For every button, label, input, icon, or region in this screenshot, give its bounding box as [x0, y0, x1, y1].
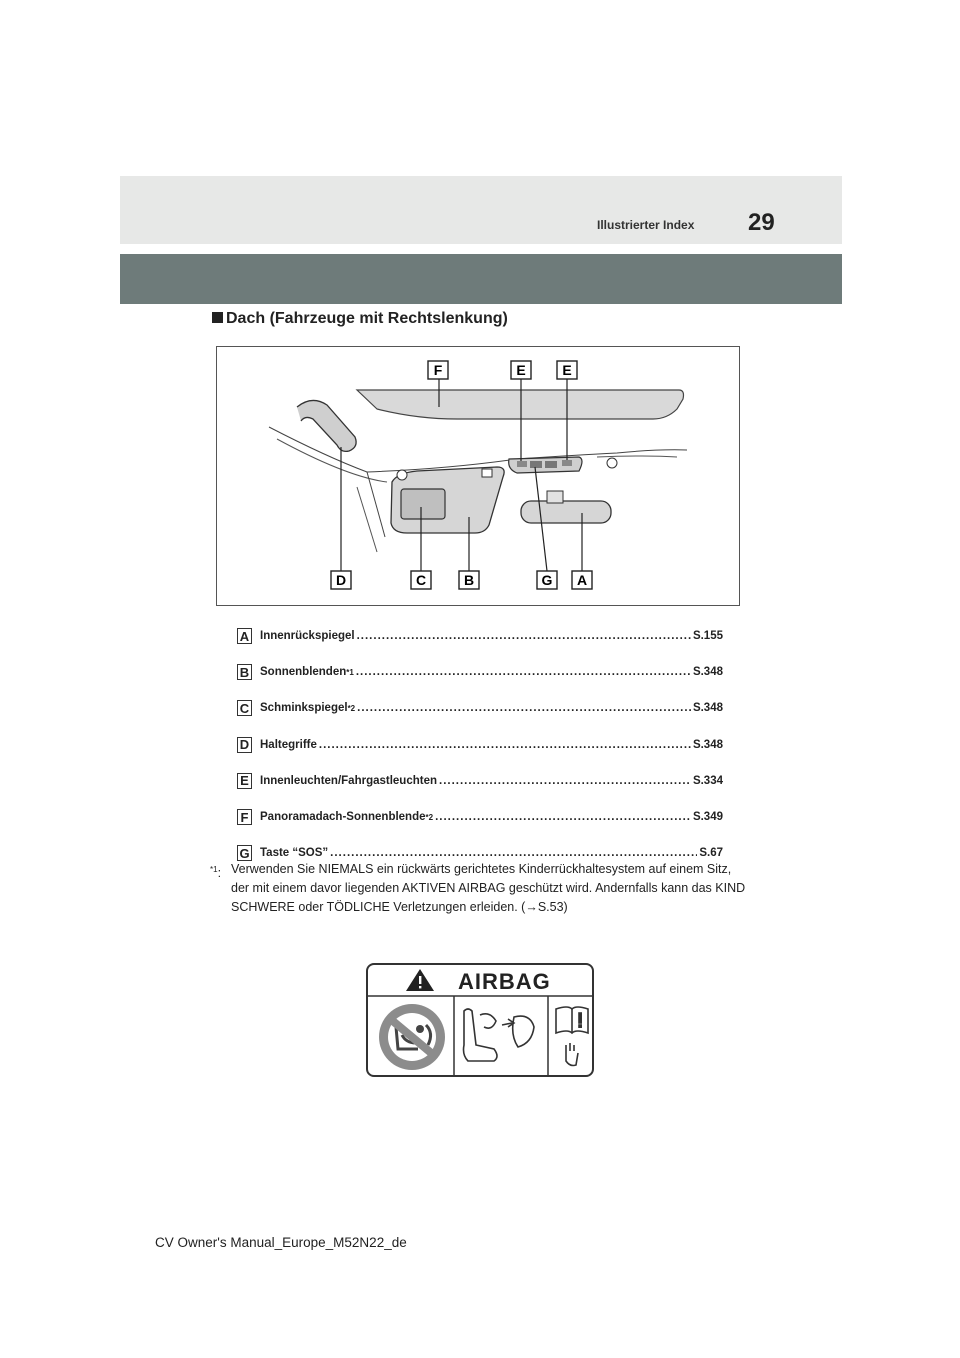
index-entry: [237, 799, 723, 835]
panorama-roof-shape: [357, 390, 684, 419]
dot-leader: [357, 630, 691, 642]
callout-letter: E: [562, 362, 572, 378]
entry-footnote-ref: *2: [347, 704, 356, 714]
header-bar: [120, 254, 842, 304]
airbag-warning-label: [366, 963, 594, 1077]
callout-A: [572, 571, 592, 589]
dot-leader: [435, 811, 691, 823]
callout-G: [537, 571, 557, 589]
entry-footnote-ref: *2: [425, 813, 434, 823]
index-entry: [237, 727, 723, 763]
index-entry: [237, 618, 723, 654]
callout-E: [511, 361, 531, 379]
callout-letter: A: [576, 572, 588, 588]
entry-line: [260, 630, 723, 642]
roof-illustration-svg: [217, 347, 741, 607]
callout-letter: D: [335, 572, 347, 588]
sos-button-shape: [530, 461, 542, 468]
dot-leader: [356, 666, 691, 678]
footnote-text: Verwenden Sie NIEMALS ein rückwärts gerichtetes Kinderrückhaltesystem auf einem Sitz, der mit einem davor liegenden AKTIVEN AIRBAG geschützt wird. Andernfalls kann das KIND SCHWERE oder TÖDLICHE Verletzungen erleiden. (→S.53): [231, 862, 746, 914]
visor-mount-shape: [482, 469, 492, 477]
square-bullet-icon: [212, 312, 223, 323]
entry-label: Innenleuchten/Fahrgastleuchten: [260, 774, 437, 787]
entry-page-ref[interactable]: S.349: [692, 811, 723, 824]
entry-page-ref[interactable]: S.348: [692, 738, 723, 751]
callout-letter: C: [415, 572, 427, 588]
callout-F: [428, 361, 448, 379]
callout-E: [557, 361, 577, 379]
section-title: Illustrierter Index: [597, 218, 695, 232]
rearview-mirror-shape: [521, 501, 611, 523]
entry-line: [260, 666, 723, 678]
console-button-shape: [545, 461, 557, 468]
visor-clip-shape: [397, 470, 407, 480]
owners-manual-icon: [556, 1007, 588, 1066]
entry-page-ref[interactable]: S.348: [692, 702, 723, 715]
entry-badge: B: [237, 664, 252, 680]
callout-letter: E: [516, 362, 526, 378]
vanity-mirror-shape: [401, 489, 445, 519]
entry-label: Schminkspiegel: [260, 702, 348, 715]
entry-line: [260, 847, 723, 859]
dot-leader: [357, 702, 691, 714]
entry-line: [260, 702, 723, 714]
dot-leader: [439, 775, 691, 787]
callout-letter: B: [463, 572, 475, 588]
entry-page-ref[interactable]: S.155: [692, 630, 723, 643]
grab-handle-shape: [297, 400, 356, 451]
entry-line: [260, 775, 723, 787]
section-heading-text: Dach (Fahrzeuge mit Rechtslenkung): [226, 310, 508, 327]
callout-B: [459, 571, 479, 589]
callout-D: [331, 571, 351, 589]
index-entry: [237, 654, 723, 690]
entry-badge: C: [237, 700, 252, 716]
entry-line: [260, 811, 723, 823]
section-heading: [212, 310, 508, 328]
entry-badge: D: [237, 737, 252, 753]
entry-page-ref[interactable]: S.67: [699, 847, 723, 860]
footer-doc-id: CV Owner's Manual_Europe_M52N22_de: [155, 1235, 407, 1250]
headliner-line: [597, 456, 677, 457]
entry-badge: F: [237, 809, 252, 825]
page-number: 29: [748, 209, 775, 236]
dot-leader: [330, 847, 697, 859]
header-band: [120, 176, 842, 244]
entry-page-ref[interactable]: S.348: [692, 666, 723, 679]
footnote-marker-text: *1: [210, 865, 218, 874]
callout-letter: G: [541, 572, 553, 588]
airbag-title: AIRBAG: [458, 969, 551, 994]
entry-page-ref[interactable]: S.334: [692, 774, 723, 787]
entry-line: [260, 739, 723, 751]
callout-letter: F: [433, 362, 443, 378]
callout-C: [411, 571, 431, 589]
entry-label: Panoramadach-Sonnenblende: [260, 811, 426, 824]
entry-badge: A: [237, 628, 252, 644]
entry-label: Haltegriffe: [260, 738, 317, 751]
entry-label: Taste “SOS”: [260, 847, 329, 860]
dot-leader: [319, 739, 691, 751]
footnote: [210, 860, 750, 917]
mirror-mount-shape: [547, 491, 563, 503]
rear-facing-child-seat-icon: [464, 1009, 535, 1061]
roof-illustration: [216, 346, 740, 606]
prohibition-icon: [379, 1004, 445, 1070]
entry-badge: E: [237, 773, 252, 789]
roof-clip-shape: [607, 458, 617, 468]
index-entry: [237, 763, 723, 799]
entry-label: Innenrückspiegel: [260, 630, 355, 643]
entry-badge: G: [237, 845, 252, 861]
index-entries: [237, 618, 723, 871]
index-entry: [237, 690, 723, 726]
lamp-button-shape: [517, 461, 527, 467]
footnote-marker: $^{*1}$:: [210, 865, 222, 881]
entry-label: Sonnenblenden: [260, 666, 347, 679]
headliner-line: [277, 439, 387, 482]
lamp-button-shape: [562, 460, 572, 466]
entry-footnote-ref: *1: [346, 668, 354, 678]
